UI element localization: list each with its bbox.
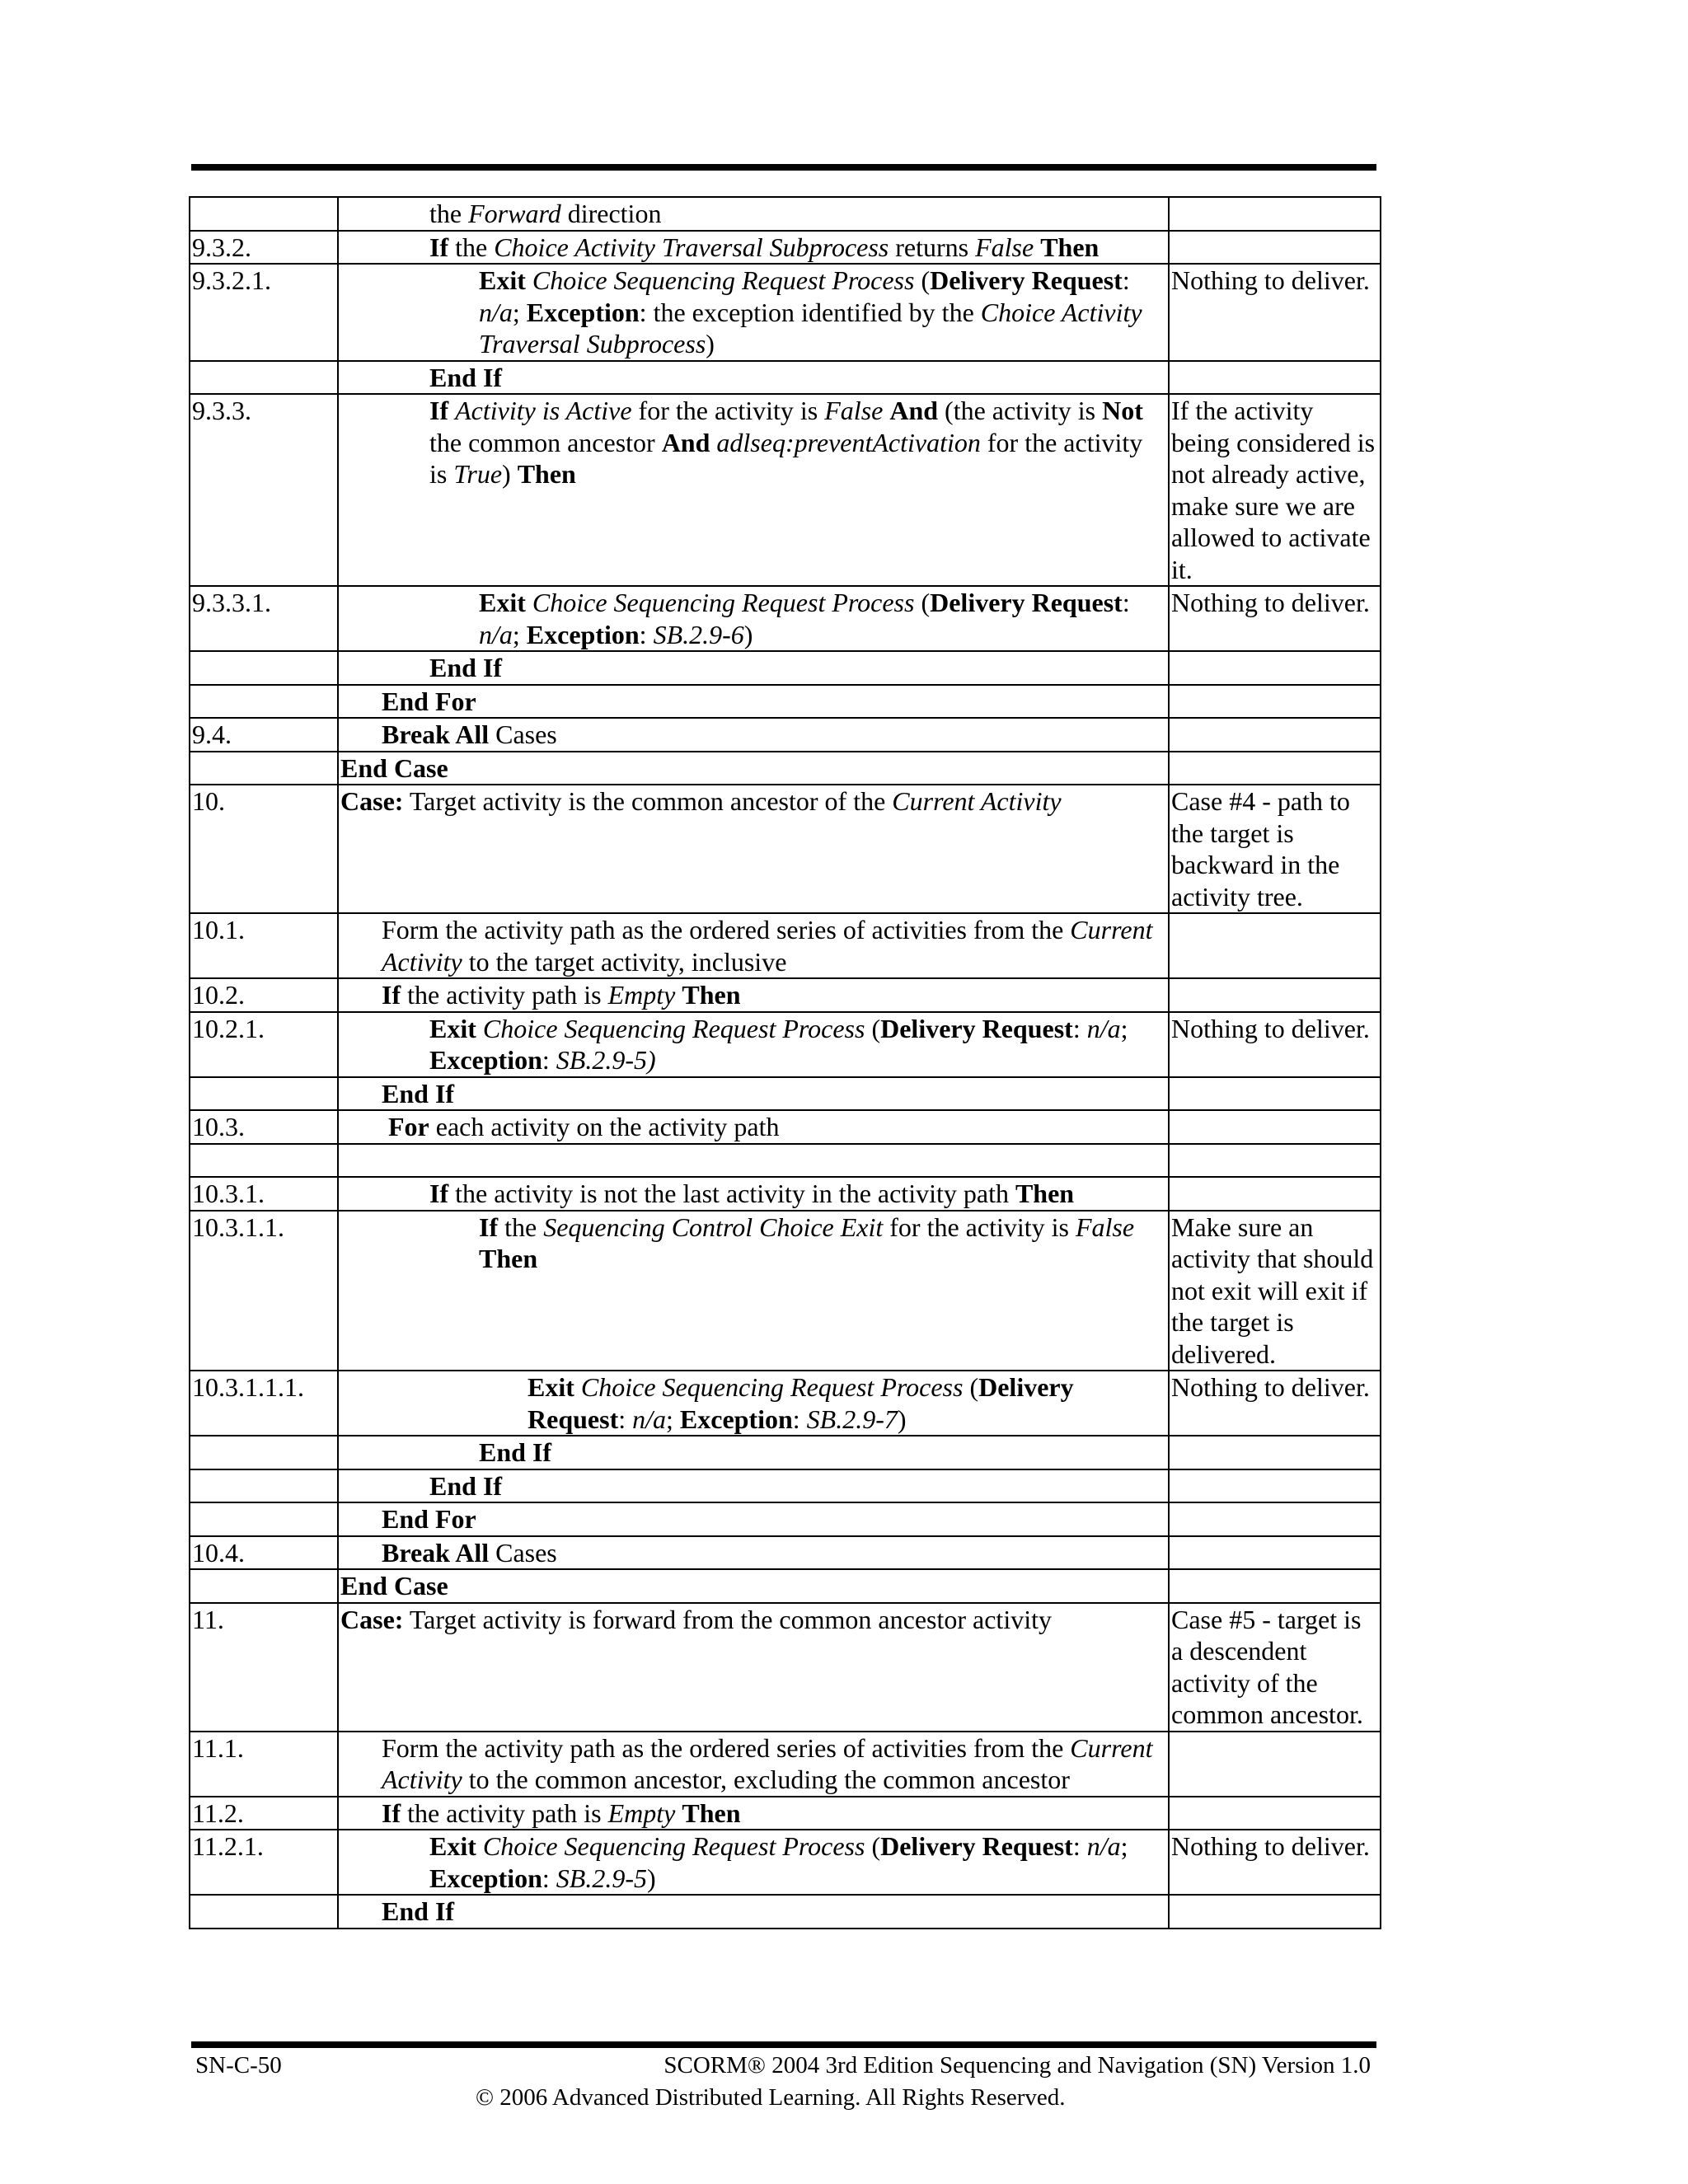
term: n/a: [479, 619, 513, 649]
step-text: [338, 752, 1169, 785]
text-fragment: :: [618, 1404, 633, 1434]
step-text: [338, 1436, 1169, 1469]
table-row: [190, 1536, 1381, 1570]
table-row: [190, 1144, 1381, 1178]
term: Choice Sequencing Request Process: [580, 1372, 964, 1402]
keyword: End Case: [340, 1571, 448, 1601]
step-text: [338, 1110, 1169, 1144]
step-number: 10.3.1.: [190, 1177, 338, 1211]
keyword: And: [661, 427, 710, 457]
keyword: Delivery Request: [880, 1013, 1073, 1043]
text-fragment: Cases: [489, 719, 557, 749]
table-row: [190, 1077, 1381, 1111]
step-text: [338, 718, 1169, 752]
text-fragment: (: [865, 1831, 881, 1861]
text-fragment: :: [792, 1404, 807, 1434]
term: Empty: [607, 980, 676, 1010]
behavior-note: [1169, 1077, 1381, 1111]
keyword: Delivery Request: [930, 265, 1123, 295]
text-fragment: :: [639, 619, 654, 649]
table-row: [190, 586, 1381, 651]
behavior-note: [1169, 1436, 1381, 1469]
keyword: Then: [682, 980, 741, 1010]
keyword: Case:: [340, 786, 404, 816]
term: SB.2.9-7: [806, 1404, 898, 1434]
step-number: 11.2.1.: [190, 1830, 338, 1895]
keyword: For: [388, 1112, 429, 1141]
table-row: [190, 231, 1381, 265]
step-text: [338, 1797, 1169, 1830]
table-row: [190, 1469, 1381, 1503]
step-text: [338, 264, 1169, 361]
term: Choice Sequencing Request Process: [482, 1831, 865, 1861]
text-fragment: :: [1122, 265, 1137, 295]
step-text: [338, 1469, 1169, 1503]
term: Current Activity: [892, 786, 1062, 816]
step-text: [338, 685, 1169, 719]
text-fragment: ): [646, 1863, 656, 1893]
step-number: 11.2.: [190, 1797, 338, 1830]
step-text: [338, 1536, 1169, 1570]
table-row: [190, 1732, 1381, 1797]
keyword: End If: [382, 1896, 455, 1926]
behavior-note: If the activity being considered is not already active, make sure we are allowed to activate it.: [1169, 394, 1381, 586]
text-fragment: :: [1072, 1831, 1087, 1861]
step-text: [338, 231, 1169, 265]
keyword: Then: [479, 1244, 538, 1273]
behavior-note: Nothing to deliver.: [1169, 586, 1381, 651]
step-number: 10.: [190, 785, 338, 913]
table-row: [190, 264, 1381, 361]
step-number: [190, 361, 338, 395]
step-number: 10.3.1.1.1.: [190, 1371, 338, 1436]
keyword: Exit: [528, 1372, 574, 1402]
behavior-note: Make sure an activity that should not exit will exit if the target is delivered.: [1169, 1211, 1381, 1371]
step-number: 10.3.1.1.: [190, 1211, 338, 1371]
keyword: End If: [429, 653, 503, 682]
term: Choice Activity Traversal Subprocess: [479, 297, 1149, 359]
behavior-note: [1169, 1502, 1381, 1536]
term: False: [824, 396, 884, 425]
table-row: [190, 651, 1381, 685]
step-text: [338, 1895, 1169, 1929]
text-fragment: ;: [512, 297, 527, 327]
step-text: [338, 586, 1169, 651]
keyword: Break All: [382, 1537, 490, 1568]
text-fragment: to the target activity, inclusive: [462, 946, 787, 977]
step-number: 10.3.: [190, 1110, 338, 1144]
table-row: [190, 1371, 1381, 1436]
text-fragment: [526, 588, 532, 617]
step-number: 9.3.2.: [190, 231, 338, 265]
text-fragment: each activity on the activity path: [429, 1112, 780, 1141]
step-text: [338, 1603, 1169, 1732]
document-title: SCORM® 2004 3rd Edition Sequencing and Navigation (SN) Version 1.0: [663, 2052, 1371, 2079]
step-text: [338, 651, 1169, 685]
table-row: [190, 718, 1381, 752]
keyword: End If: [382, 1078, 455, 1108]
term: Choice Activity Traversal Subprocess: [494, 232, 889, 262]
keyword: Break All: [382, 719, 490, 749]
behavior-note: [1169, 1569, 1381, 1603]
term: Choice Sequencing Request Process: [532, 588, 915, 617]
step-text: [338, 394, 1169, 586]
keyword: If: [382, 1797, 401, 1828]
behavior-note: Nothing to deliver.: [1169, 1371, 1381, 1436]
term: Sequencing Control Choice Exit: [543, 1212, 884, 1242]
text-fragment: [1034, 232, 1040, 262]
text-fragment: : the exception identified by the: [639, 297, 981, 327]
text-fragment: ): [743, 619, 753, 649]
text-fragment: [476, 1831, 483, 1861]
step-number: 10.2.1.: [190, 1012, 338, 1077]
page-number: SN-C-50: [195, 2052, 282, 2079]
behavior-note: Nothing to deliver.: [1169, 1012, 1381, 1077]
term: SB.2.9-5): [556, 1045, 656, 1075]
behavior-note: [1169, 1469, 1381, 1503]
table-row: [190, 1177, 1381, 1211]
text-fragment: for the activity is: [429, 427, 1150, 489]
text-fragment: for the activity is: [883, 1212, 1076, 1242]
text-fragment: [382, 1112, 388, 1141]
term: Choice Sequencing Request Process: [482, 1013, 865, 1043]
term: True: [453, 459, 503, 489]
term: n/a: [632, 1404, 666, 1434]
algorithm-table-body: [190, 197, 1381, 1929]
text-fragment: the: [498, 1212, 544, 1242]
term: n/a: [479, 297, 513, 327]
table-row: [190, 394, 1381, 586]
text-fragment: for the activity is: [631, 396, 825, 425]
behavior-note: [1169, 651, 1381, 685]
table-row: [190, 1436, 1381, 1469]
table-row: [190, 978, 1381, 1012]
step-text: [338, 1211, 1169, 1371]
text-fragment: the activity path is: [401, 1797, 608, 1828]
behavior-note: [1169, 361, 1381, 395]
table-row: [190, 1569, 1381, 1603]
behavior-note: [1169, 1732, 1381, 1797]
step-text: [338, 1177, 1169, 1211]
term: Current Activity: [382, 915, 1159, 977]
table-row: [190, 1502, 1381, 1536]
text-fragment: :: [542, 1045, 556, 1075]
table-row: [190, 752, 1381, 785]
header-rule: [191, 164, 1376, 171]
step-number: [190, 1077, 338, 1111]
step-number: 11.: [190, 1603, 338, 1732]
behavior-note: [1169, 685, 1381, 719]
keyword: End If: [429, 362, 503, 392]
term: Current Activity: [382, 1732, 1159, 1794]
behavior-note: [1169, 1177, 1381, 1211]
step-number: 10.1.: [190, 913, 338, 978]
text-fragment: Cases: [489, 1537, 557, 1568]
step-text: [338, 1732, 1169, 1797]
behavior-note: [1169, 718, 1381, 752]
keyword: Exit: [479, 588, 526, 617]
text-fragment: :: [1122, 588, 1137, 617]
keyword: End Case: [340, 752, 448, 783]
keyword: Exception: [429, 1045, 542, 1075]
keyword: Exception: [679, 1404, 793, 1434]
keyword: Exception: [526, 619, 640, 649]
keyword: Exit: [479, 265, 526, 295]
text-fragment: direction: [560, 199, 662, 228]
text-fragment: Target activity is the common ancestor of the: [403, 786, 893, 816]
keyword: If: [479, 1212, 499, 1242]
text-fragment: ;: [512, 619, 527, 649]
keyword: If: [429, 396, 449, 425]
step-number: [190, 197, 338, 231]
step-text: [338, 1502, 1169, 1536]
text-fragment: to the common ancestor, excluding the common ancestor: [462, 1765, 1070, 1794]
behavior-note: [1169, 197, 1381, 231]
step-number: 9.3.3.1.: [190, 586, 338, 651]
table-row: [190, 1603, 1381, 1732]
keyword: Exception: [526, 297, 640, 327]
step-text: [338, 1830, 1169, 1895]
text-fragment: :: [542, 1863, 556, 1893]
text-fragment: ;: [666, 1404, 680, 1434]
term: SB.2.9-5: [556, 1863, 647, 1893]
behavior-note: [1169, 752, 1381, 785]
behavior-note: [1169, 1144, 1381, 1178]
step-number: [190, 685, 338, 719]
behavior-note: Nothing to deliver.: [1169, 264, 1381, 361]
keyword: Case:: [340, 1604, 404, 1634]
keyword: Then: [1015, 1179, 1075, 1208]
term: Empty: [607, 1797, 676, 1828]
behavior-note: Nothing to deliver.: [1169, 1830, 1381, 1895]
keyword: Delivery Request: [528, 1372, 1081, 1434]
table-row: [190, 1012, 1381, 1077]
step-number: 10.2.: [190, 978, 338, 1012]
text-fragment: :: [1072, 1013, 1087, 1043]
text-fragment: [574, 1372, 581, 1402]
text-fragment: (: [914, 588, 931, 617]
step-number: [190, 752, 338, 785]
behavior-note: Case #4 - path to the target is backward in the activity tree.: [1169, 785, 1381, 913]
table-row: [190, 1110, 1381, 1144]
keyword: And: [889, 396, 939, 425]
text-fragment: Form the activity path as the ordered series of activities from the: [382, 1732, 1071, 1763]
text-fragment: returns: [889, 232, 976, 262]
keyword: If: [429, 1179, 449, 1208]
keyword: Exit: [429, 1831, 476, 1861]
step-number: 10.4.: [190, 1536, 338, 1570]
text-fragment: ;: [1120, 1013, 1135, 1043]
keyword: End If: [429, 1470, 503, 1501]
keyword: End If: [479, 1437, 552, 1467]
text-fragment: [1134, 1212, 1141, 1242]
table-row: [190, 913, 1381, 978]
keyword: Exit: [429, 1013, 476, 1043]
table-row: [190, 785, 1381, 913]
step-text: [338, 978, 1169, 1012]
text-fragment: [476, 1014, 483, 1043]
step-text: [338, 1569, 1169, 1603]
step-number: [190, 1144, 338, 1178]
footer-rule: [191, 2041, 1376, 2048]
text-fragment: (the activity is: [938, 396, 1103, 425]
step-number: [190, 651, 338, 685]
step-text: [338, 785, 1169, 913]
text-fragment: [448, 396, 455, 425]
table-row: [190, 1895, 1381, 1929]
keyword: Not: [1102, 396, 1143, 425]
keyword: Exception: [429, 1863, 542, 1893]
keyword: Then: [517, 459, 576, 489]
keyword: Then: [1040, 232, 1100, 262]
step-text: [338, 197, 1169, 231]
table-row: [190, 1830, 1381, 1895]
algorithm-table: [189, 196, 1381, 1929]
text-fragment: (: [914, 265, 931, 295]
step-number: [190, 1436, 338, 1469]
keyword: If: [382, 980, 401, 1010]
text-fragment: [526, 265, 532, 295]
text-fragment: ): [897, 1404, 907, 1434]
step-number: 9.3.2.1.: [190, 264, 338, 361]
step-number: [190, 1502, 338, 1536]
behavior-note: [1169, 1895, 1381, 1929]
table-row: [190, 1797, 1381, 1830]
term: Forward: [468, 199, 561, 228]
keyword: Delivery Request: [880, 1831, 1073, 1861]
behavior-note: [1169, 1797, 1381, 1830]
table-row: [190, 685, 1381, 719]
step-number: [190, 1569, 338, 1603]
keyword: Delivery Request: [930, 588, 1123, 617]
table-row: [190, 361, 1381, 395]
step-text: [338, 1144, 1169, 1178]
term: False: [1075, 1212, 1135, 1242]
behavior-note: [1169, 1536, 1381, 1570]
term: False: [975, 232, 1034, 262]
text-fragment: ;: [1120, 1831, 1135, 1861]
keyword: End For: [382, 686, 476, 716]
term: n/a: [1086, 1013, 1121, 1043]
text-fragment: ): [502, 459, 518, 489]
behavior-note: [1169, 231, 1381, 265]
keyword: End For: [382, 1504, 476, 1534]
behavior-note: [1169, 978, 1381, 1012]
step-text: [338, 1077, 1169, 1111]
step-number: 11.1.: [190, 1732, 338, 1797]
step-number: [190, 1895, 338, 1929]
behavior-note: [1169, 1110, 1381, 1144]
text-fragment: Target activity is forward from the common ancestor activity: [403, 1604, 1052, 1634]
text-fragment: (: [963, 1372, 979, 1402]
step-number: [190, 1469, 338, 1503]
table-row: [190, 1211, 1381, 1371]
text-fragment: the: [448, 232, 495, 262]
text-fragment: Form the activity path as the ordered series of activities from the: [382, 915, 1071, 944]
step-text: [338, 1012, 1169, 1077]
text-fragment: ): [706, 329, 715, 359]
term: Choice Sequencing Request Process: [532, 265, 915, 295]
text-fragment: (: [865, 1013, 881, 1043]
term: n/a: [1086, 1831, 1121, 1861]
behavior-note: Case #5 - target is a descendent activity of the common ancestor.: [1169, 1603, 1381, 1732]
keyword: If: [429, 232, 449, 262]
behavior-note: [1169, 913, 1381, 978]
term: adlseq:preventActivation: [716, 427, 981, 457]
step-number: 9.4.: [190, 718, 338, 752]
step-text: [338, 361, 1169, 395]
text-fragment: the activity path is: [401, 980, 608, 1010]
term: Activity is Active: [455, 396, 632, 425]
step-text: [338, 1371, 1169, 1436]
text-fragment: the: [429, 199, 469, 228]
table-row: [190, 197, 1381, 231]
copyright-notice: © 2006 Advanced Distributed Learning. All Rights Reserved.: [476, 2084, 1066, 2111]
text-fragment: the common ancestor: [429, 396, 1150, 457]
step-text: [338, 913, 1169, 978]
text-fragment: the activity is not the last activity in the activity path: [448, 1179, 1015, 1208]
step-number: 9.3.3.: [190, 394, 338, 586]
keyword: Then: [682, 1797, 741, 1828]
term: SB.2.9-6: [653, 619, 744, 649]
